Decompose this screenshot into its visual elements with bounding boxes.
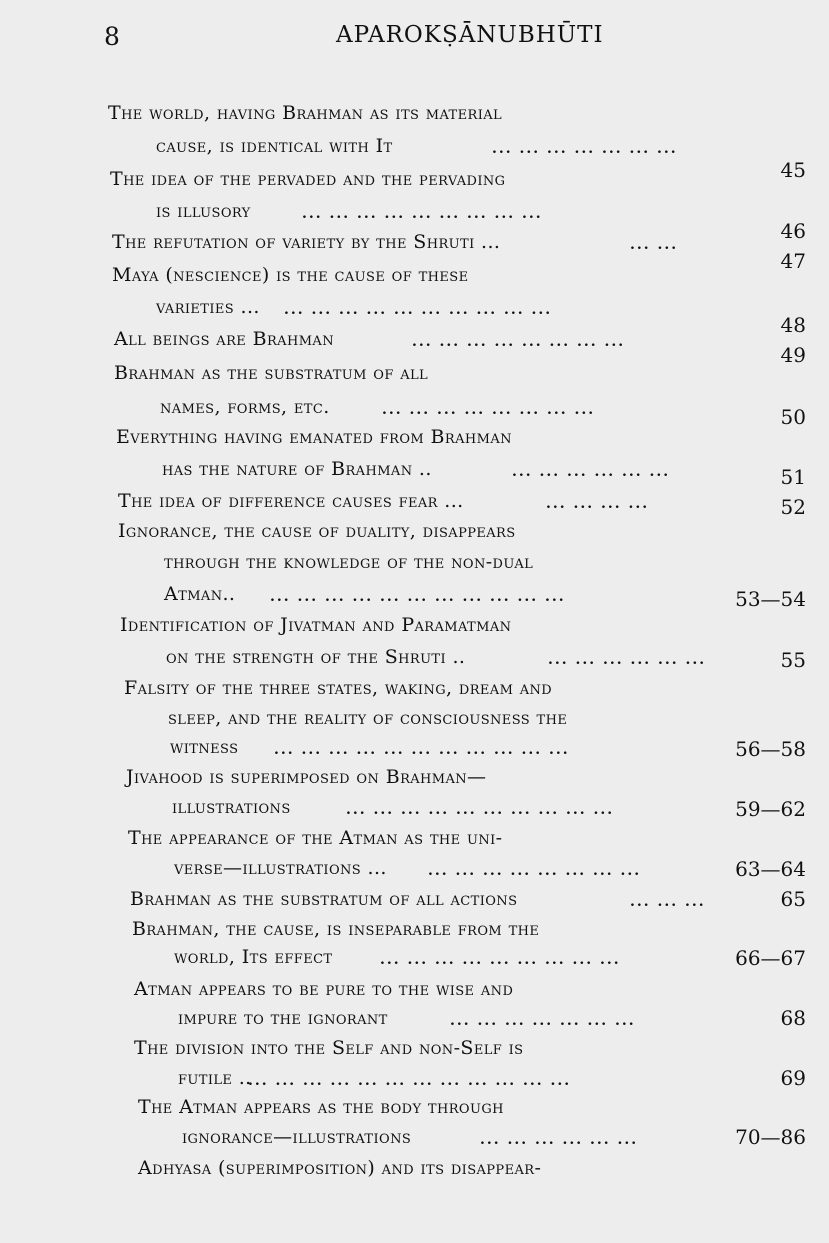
dot-leader: ... ... ... ... ... ... [480,1132,639,1148]
dot-leader: ... ... ... ... ... ... [512,464,671,480]
toc-entry-line: through the knowledge of the non-dual [164,551,534,573]
toc-entry-line: Brahman as the substratum of all actions [130,888,518,910]
dot-leader: ... ... [630,237,679,253]
dot-leader: ... ... ... ... ... ... ... ... ... ... ... ... [248,1073,572,1089]
toc-page-number: 55 [780,648,806,672]
toc-entry-line: All beings are Brahman [114,328,334,350]
toc-entry-line: Identification of Jivatman and Paramatman [120,614,512,636]
page-header [0,22,829,62]
toc-page-number: 63—64 [735,857,806,881]
toc-entry-line: world, Its effect [174,946,333,968]
dot-leader: ... ... ... ... ... ... ... ... ... ... ... [274,742,570,758]
toc-entry-line: is illusory [156,200,251,222]
dot-leader: ... ... ... [630,894,706,910]
toc-entry-line: The appearance of the Atman as the uni- [128,827,503,849]
toc-entry-line: illustrations [172,796,291,818]
dot-leader: ... ... ... ... ... ... [548,652,707,668]
toc-entry-line: Ignorance, the cause of duality, disappears [118,520,516,542]
toc-entry-line: cause, is identical with It [156,135,393,157]
toc-page-number: 45 [780,158,806,182]
toc-entry-line: names, forms, etc. [160,396,330,418]
toc-entry-line: Jivahood is superimposed on Brahman— [126,766,487,788]
toc-entry-line: ignorance—illustrations [182,1126,412,1148]
toc-page-number: 53—54 [735,587,806,611]
toc-entry-line: varieties ... [156,296,260,318]
dot-leader: ... ... ... ... ... ... ... ... [412,334,626,350]
dot-leader: ... ... ... ... ... ... ... [450,1013,636,1029]
toc-entry-line: has the nature of Brahman .. [162,458,432,480]
toc-page-number: 48 [780,313,806,337]
toc-entry-line: Atman.. [164,583,236,605]
toc-entry-line: Adhyasa (superimposition) and its disappear- [138,1157,542,1179]
dot-leader: ... ... ... ... ... ... ... ... [428,863,642,879]
toc-entry-line: Maya (nescience) is the cause of these [112,264,469,286]
toc-page-number: 65 [780,887,806,911]
dot-leader: ... ... ... ... [546,496,650,512]
toc-entry-line: sleep, and the reality of consciousness the [168,707,568,729]
toc-entry-line: on the strength of the Shruti .. [166,646,466,668]
toc-entry-line: Brahman as the substratum of all [114,362,429,384]
toc-page-number: 50 [780,405,806,429]
toc-entry-line: The division into the Self and non-Self is [134,1037,524,1059]
toc-page-number: 68 [780,1006,806,1030]
toc-page-number: 66—67 [735,946,806,970]
toc-entry-line: The idea of the pervaded and the pervading [110,168,506,190]
toc-page-number: 47 [780,249,806,273]
toc-entry-line: witness [170,736,239,758]
toc-page-number: 51 [780,465,806,489]
toc-entry-line: verse—illustrations ... [174,857,387,879]
toc-page-number: 56—58 [735,737,806,761]
toc-entry-line: futile .. [178,1067,252,1089]
toc-entry-line: Falsity of the three states, waking, dream and [124,677,553,699]
running-head: APAROKṢĀNUBHŪTI [336,22,604,48]
toc-page-number: 49 [780,343,806,367]
dot-leader: ... ... ... ... ... ... ... ... [382,402,596,418]
toc-entry-line: The world, having Brahman as its material [108,102,503,124]
page-number: 8 [104,22,120,51]
dot-leader: ... ... ... ... ... ... ... ... ... [380,952,621,968]
dot-leader: ... ... ... ... ... ... ... ... ... ... ... [270,589,566,605]
dot-leader: ... ... ... ... ... ... ... ... ... ... [346,802,615,818]
toc-entry-line: Everything having emanated from Brahman [116,426,512,448]
toc-entry-line: impure to the ignorant [178,1007,388,1029]
toc-page-number: 69 [780,1066,806,1090]
toc-entry-line: Brahman, the cause, is inseparable from the [132,918,540,940]
toc-page-number: 52 [780,495,806,519]
toc-entry-line: The Atman appears as the body through [138,1096,504,1118]
dot-leader: ... ... ... ... ... ... ... [492,141,678,157]
toc-page-number: 46 [780,219,806,243]
toc-page-number: 59—62 [735,797,806,821]
dot-leader: ... ... ... ... ... ... ... ... ... ... [284,302,553,318]
dot-leader: ... ... ... ... ... ... ... ... ... [302,206,543,222]
toc-entry-line: The refutation of variety by the Shruti ... [112,231,501,253]
toc-entry-line: The idea of difference causes fear ... [118,490,464,512]
toc-page-number: 70—86 [735,1125,806,1149]
toc-entry-line: Atman appears to be pure to the wise and [134,978,514,1000]
